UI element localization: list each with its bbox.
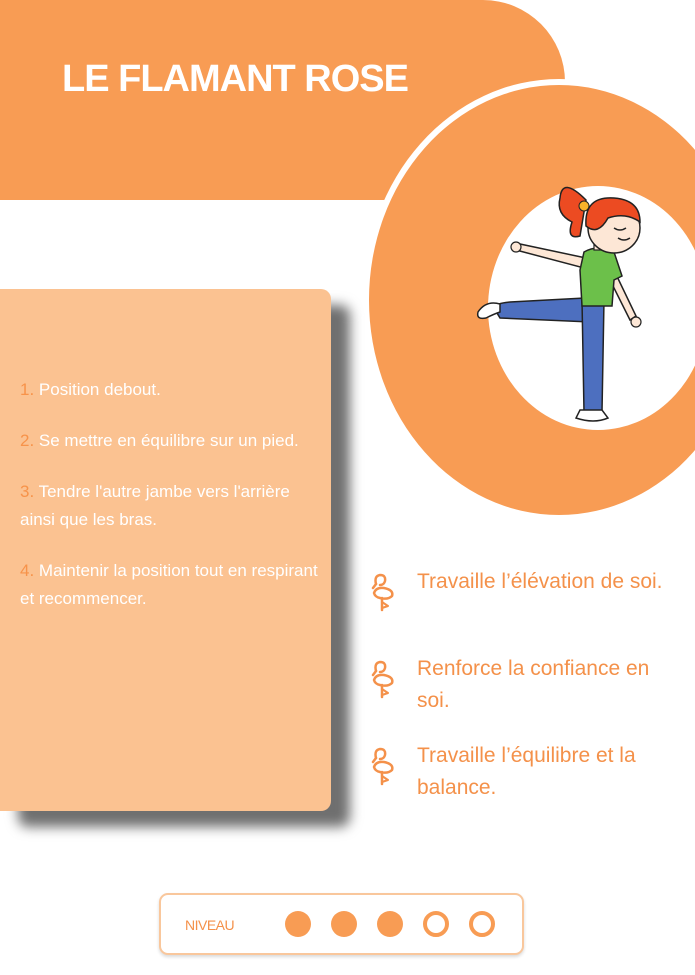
back-leg [494,298,590,322]
benefit-text: Travaille l’équilibre et la balance. [417,744,636,799]
benefit-item [370,566,690,653]
level-dot-filled [285,911,311,937]
level-dot-empty [423,911,449,937]
page-title: LE FLAMANT ROSE [62,58,408,100]
flamingo-icon [370,746,396,786]
benefit-text: Renforce la confiance en soi. [417,657,650,712]
step-item [20,427,322,455]
step-number: 1. [20,380,35,399]
girl-balancing-illustration [470,170,645,425]
front-arm [516,244,586,268]
level-dot-filled [331,911,357,937]
steps-list [20,376,322,636]
benefit-item [370,653,690,740]
benefit-item [370,740,690,827]
flamingo-icon [370,572,396,612]
level-dots [285,911,515,937]
step-text: Maintenir la position tout en respirant et recommencer. [20,561,318,608]
standing-foot [576,410,608,421]
step-item [20,557,322,613]
level-dot-empty [469,911,495,937]
benefit-text: Travaille l’élévation de soi. [417,570,663,593]
step-number: 4. [20,561,35,580]
step-text: Position debout. [34,380,161,399]
step-item [20,478,322,534]
level-label: NIVEAU [185,917,235,933]
step-text: Tendre l'autre jambe vers l'arrière ainsi que les bras. [20,482,290,529]
level-dot-filled [377,911,403,937]
standing-leg [582,300,604,412]
shirt [580,248,622,306]
step-number: 3. [20,482,35,501]
flamingo-icon [370,659,396,699]
step-number: 2. [20,431,35,450]
ponytail [559,187,586,236]
level-indicator [159,893,524,955]
benefits-list [370,566,690,827]
step-item [20,376,322,404]
step-text: Se mettre en équilibre sur un pied. [34,431,299,450]
back-foot [478,303,500,318]
